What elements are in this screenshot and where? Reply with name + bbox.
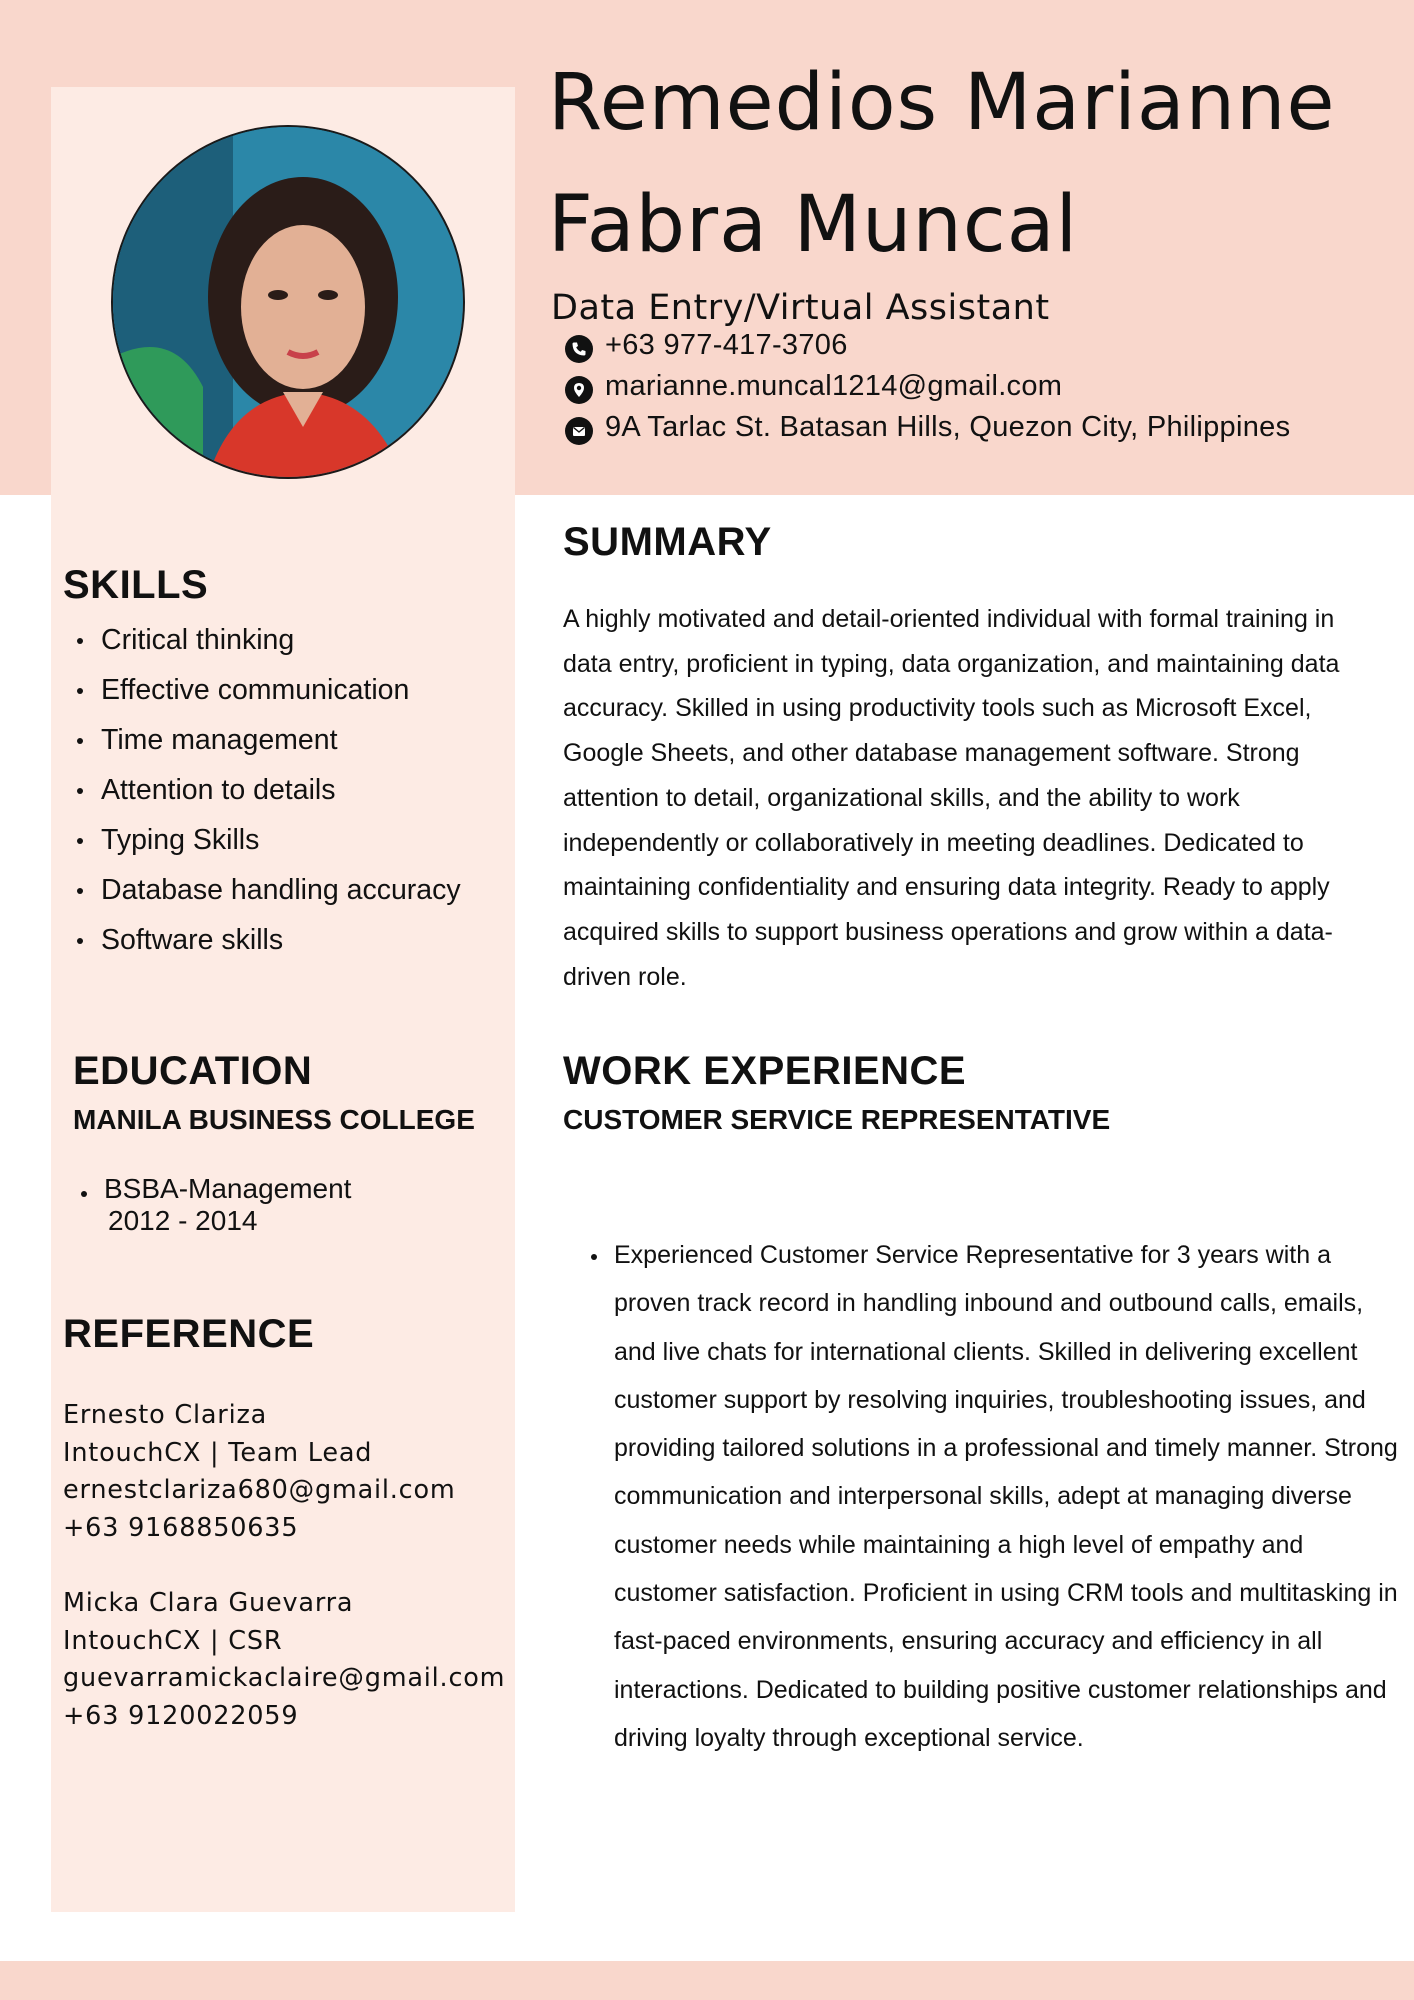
work-description: Experienced Customer Service Representative for 3 years with a proven track record in handling inbound and outbound calls, emails, and live chats for international clients. Skilled in delivering excellent customer support by resolving inquiries, troubleshooting issues, and providing tailored solutions in a professional and timely manner. Strong communication and interpersonal skills, adept at managing diverse customer needs while maintaining a high level of empathy and customer satisfaction. Proficient in using CRM tools and multitasking in fast-paced environments, ensuring accuracy and efficiency in all interactions. Dedicated to building positive customer relationships and driving loyalty through exceptional service. (588, 1231, 1404, 1762)
reference-phone: +63 9168850635 (63, 1512, 299, 1543)
degree: BSBA-Management (104, 1173, 352, 1204)
skill-item: Typing Skills (72, 815, 461, 865)
job-position: CUSTOMER SERVICE REPRESENTATIVE (563, 1104, 1111, 1135)
location-pin-icon (565, 376, 593, 404)
education-years: 2012 - 2014 (108, 1205, 258, 1236)
profile-photo (111, 125, 465, 479)
postal-address: 9A Tarlac St. Batasan Hills, Quezon City, Philippines (605, 411, 1291, 443)
reference-heading: REFERENCE (63, 1312, 315, 1356)
work-experience-heading: WORK EXPERIENCE (563, 1049, 967, 1093)
school-name: MANILA BUSINESS COLLEGE (73, 1104, 475, 1135)
skills-heading: SKILLS (63, 563, 209, 607)
summary-heading: SUMMARY (563, 520, 772, 564)
email-address[interactable]: marianne.muncal1214@gmail.com (605, 370, 1063, 402)
skill-item: Effective communication (72, 665, 461, 715)
footer-band (0, 1961, 1414, 2000)
contact-phone (565, 325, 1290, 366)
skill-item: Database handling accuracy (72, 865, 461, 915)
mail-icon (565, 417, 593, 445)
education-heading: EDUCATION (73, 1049, 313, 1093)
skill-item: Time management (72, 715, 461, 765)
portrait-image (113, 127, 463, 477)
reference-name: Ernesto Clariza (63, 1400, 268, 1430)
education-entry (75, 1173, 351, 1237)
reference-name: Micka Clara Guevarra (63, 1588, 354, 1618)
phone-icon (565, 335, 593, 363)
summary-text: A highly motivated and detail-oriented individual with formal training in data entry, proficient in typing, data organization, and maintaining data accuracy. Skilled in using productivity tools such as Microsoft Excel, Google Sheets, and other database management software. Strong attention to detail, organizational skills, and the ability to work independently or collaboratively in meeting deadlines. Dedicated to maintaining confidentiality and ensuring data integrity. Ready to apply acquired skills to support business operations and grow within a data-driven role. (563, 605, 1340, 991)
contact-address (565, 407, 1290, 448)
skill-item: Attention to details (72, 765, 461, 815)
skill-item: Software skills (72, 915, 461, 965)
reference-phone: +63 9120022059 (63, 1700, 299, 1731)
name-line-2: Fabra Muncal (548, 180, 1079, 270)
name-line-1: Remedios Marianne (548, 58, 1336, 148)
reference-entry (63, 1397, 456, 1547)
reference-email[interactable]: guevarramickaclaire@gmail.com (63, 1663, 506, 1693)
candidate-name (548, 42, 1388, 286)
job-title: Data Entry/Virtual Assistant (551, 288, 1050, 328)
reference-role: IntouchCX | Team Lead (63, 1437, 373, 1468)
skills-list (72, 615, 461, 965)
contact-email (565, 366, 1290, 407)
reference-email[interactable]: ernestclariza680@gmail.com (63, 1475, 456, 1505)
reference-role: IntouchCX | CSR (63, 1625, 283, 1656)
reference-entry (63, 1585, 505, 1735)
phone-number: +63 977-417-3706 (605, 329, 848, 361)
contact-list (565, 325, 1290, 448)
skill-item: Critical thinking (72, 615, 461, 665)
